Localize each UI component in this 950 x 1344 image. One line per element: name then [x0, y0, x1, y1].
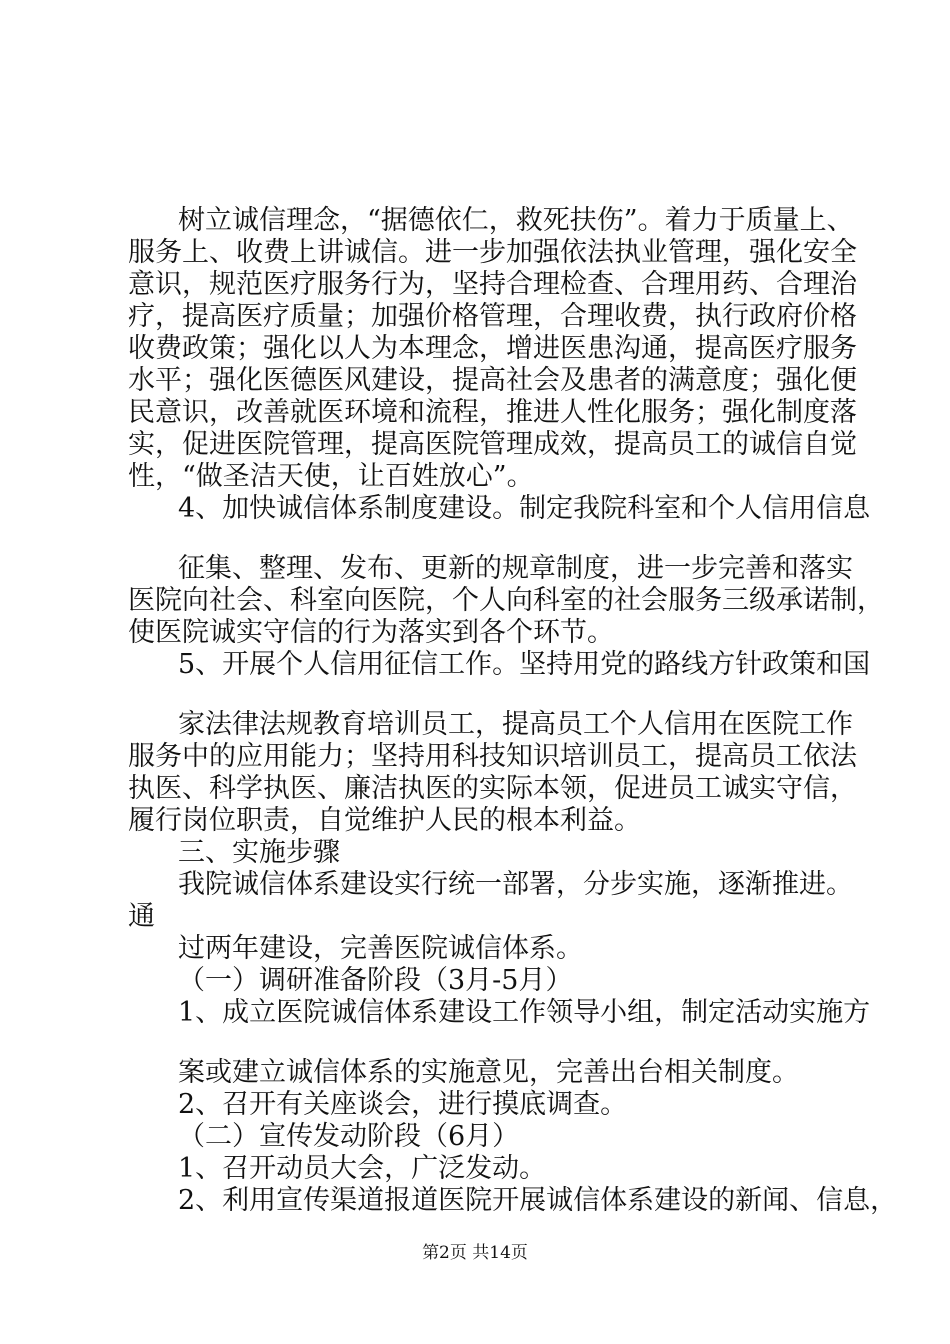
page-footer: 第2页 共14页 [422, 1243, 528, 1263]
text-line-5: 收费政策；强化以人为本理念，增进医患沟通，提高医疗服务 [128, 333, 857, 364]
text-line-6: 水平；强化医德医风建设，提高社会及患者的满意度；强化便 [128, 365, 857, 396]
text-line-7: 民意识，改善就医环境和流程，推进人性化服务；强化制度落 [128, 397, 857, 428]
text-line-3: 意识，规范医疗服务行为，坚持合理检查、合理用药、合理治 [128, 269, 857, 300]
text-line-1: 树立诚信理念，“据德依仁，救死扶伤”。着力于质量上、 [178, 205, 854, 236]
text-line-16: 服务中的应用能力；坚持用科技知识培训员工，提高员工依法 [128, 741, 857, 772]
text-line-19: 我院诚信体系建设实行统一部署，分步实施，逐渐推进。 [178, 869, 853, 900]
text-line-14: 5、开展个人信用征信工作。坚持用党的路线方针政策和国 [178, 649, 871, 680]
text-line-21: 过两年建设，完善医院诚信体系。 [178, 933, 583, 964]
text-line-8: 实，促进医院管理，提高医院管理成效，提高员工的诚信自觉 [128, 429, 857, 460]
subsection-heading-1: （一）调研准备阶段（3月-5月） [178, 965, 573, 996]
text-line-17: 执医、科学执医、廉洁执医的实际本领，促进员工诚实守信， [128, 773, 857, 804]
text-line-24: 2、召开有关座谈会，进行摸底调查。 [178, 1089, 628, 1120]
text-line-15: 家法律法规教育培训员工，提高员工个人信用在医院工作 [178, 709, 853, 740]
text-line-2: 服务上、收费上讲诚信。进一步加强依法执业管理，强化安全 [128, 237, 857, 268]
text-line-4: 疗，提高医疗质量；加强价格管理，合理收费，执行政府价格 [128, 301, 857, 332]
text-line-23: 案或建立诚信体系的实施意见，完善出台相关制度。 [178, 1057, 799, 1088]
text-line-9: 性，“做圣洁天使，让百姓放心”。 [128, 461, 534, 492]
text-line-22: 1、成立医院诚信体系建设工作领导小组，制定活动实施方 [178, 997, 871, 1028]
section-heading: 三、实施步骤 [178, 837, 340, 868]
text-line-26: 2、利用宣传渠道报道医院开展诚信体系建设的新闻、信息， [178, 1185, 898, 1216]
subsection-heading-2: （二）宣传发动阶段（6月） [178, 1121, 520, 1152]
text-line-12: 医院向社会、科室向医院，个人向科室的社会服务三级承诺制， [128, 585, 884, 616]
text-line-11: 征集、整理、发布、更新的规章制度，进一步完善和落实 [178, 553, 853, 584]
text-line-13: 使医院诚实守信的行为落实到各个环节。 [128, 617, 614, 648]
text-line-20: 通 [128, 901, 155, 932]
text-line-18: 履行岗位职责，自觉维护人民的根本利益。 [128, 805, 641, 836]
text-line-10: 4、加快诚信体系制度建设。制定我院科室和个人信用信息 [178, 493, 871, 524]
text-line-25: 1、召开动员大会，广泛发动。 [178, 1153, 547, 1184]
